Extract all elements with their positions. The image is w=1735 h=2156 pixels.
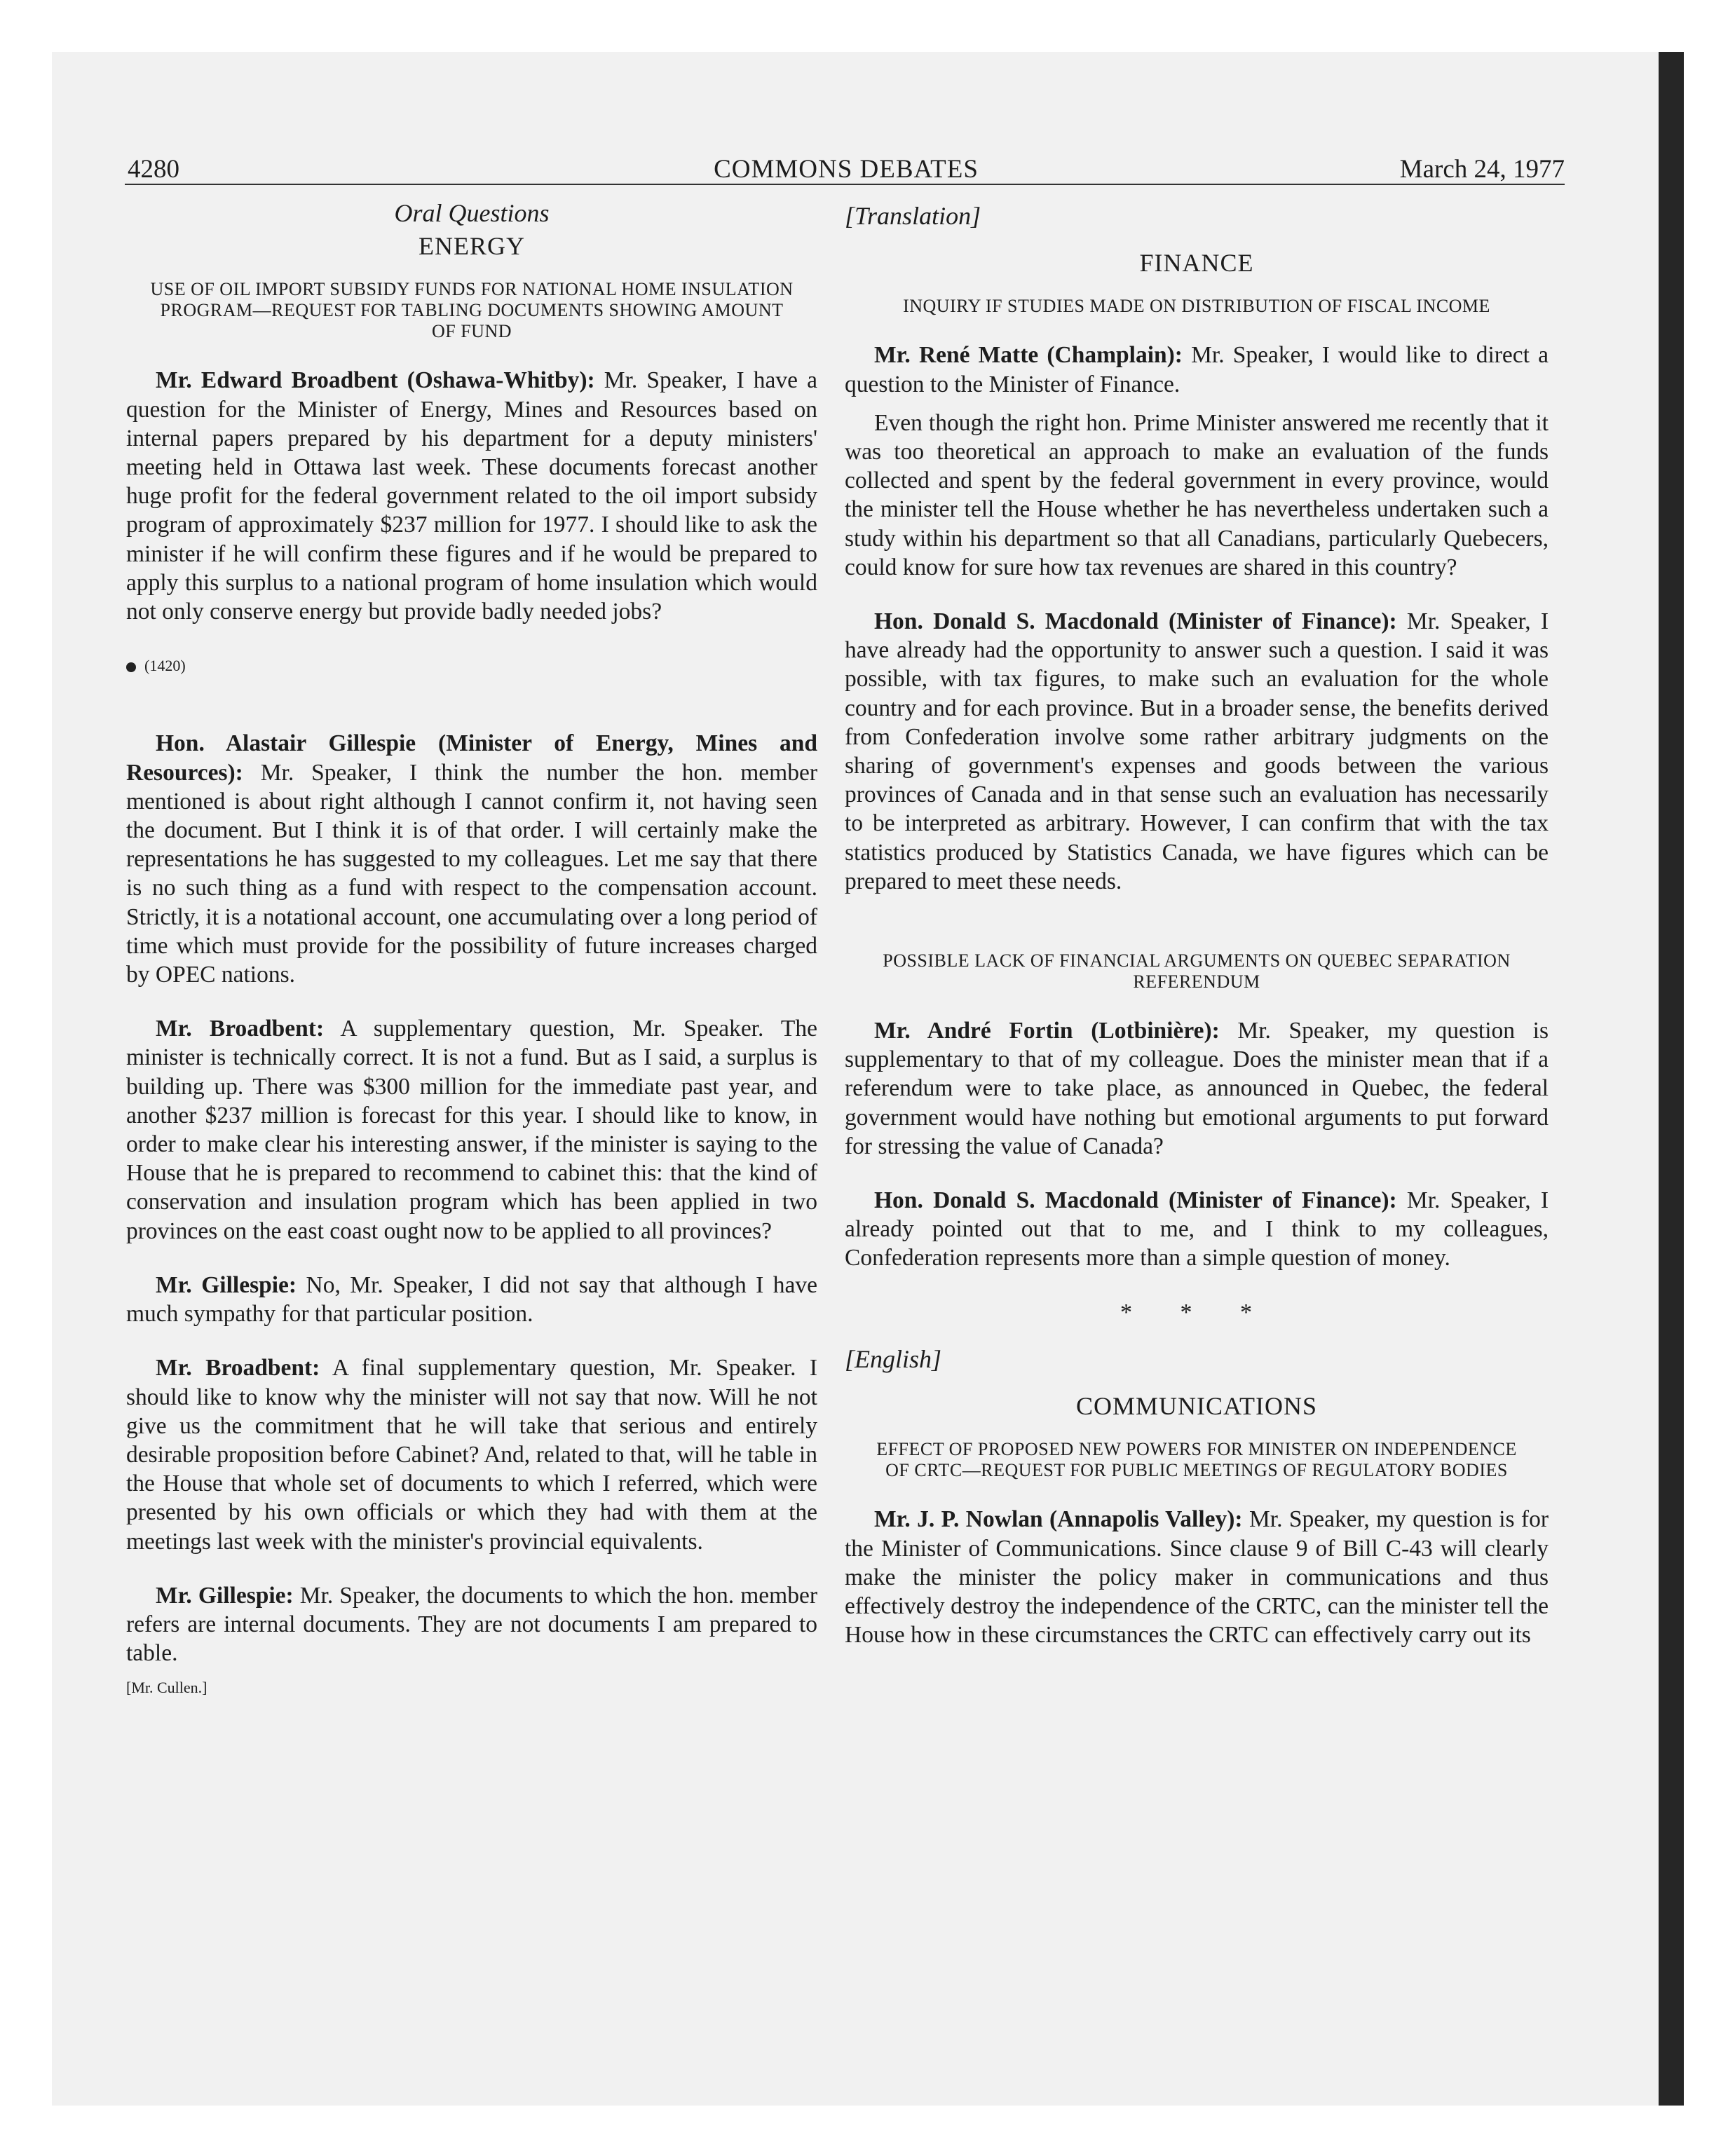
speech-paragraph xyxy=(845,1505,1549,1649)
speaker-name: Mr. Broadbent: xyxy=(156,1355,320,1381)
speaker-name: Hon. Donald S. Macdonald (Minister of Finance): xyxy=(874,608,1397,635)
speech-text: Mr. Speaker, I have a question for the Minister of Energy, Mines and Resources based on internal papers prepared by his department for a deputy ministers' meeting held in Ottawa last week. These documents forecast another huge profit for the federal government related to the oil import subsidy program of approximately $237 million for 1977. I should like to ask the minister if he will confirm these figures and if he would be prepared to apply this surplus to a national program of home insulation which would not only conserve energy but provide badly needed jobs? xyxy=(126,367,817,625)
speech-text: Even though the right hon. Prime Minister answered me recently that it was too theoretical an approach to make an evaluation of the funds collected and spent by the federal government in every province, would the minister tell the House whether he has nevertheless undertaken such a study within his department so that all Canadians, particularly Quebecers, could know for sure how tax revenues are shared in this country? xyxy=(845,409,1549,580)
subject-heading: USE OF OIL IMPORT SUBSIDY FUNDS FOR NATIONAL HOME INSULATION PROGRAM—REQUEST FOR TABLING DOCUMENTS SHOWING AMOUNT OF FUND xyxy=(150,279,794,342)
subject-heading: EFFECT OF PROPOSED NEW POWERS FOR MINISTER ON INDEPENDENCE OF CRTC—REQUEST FOR PUBLIC MEETINGS OF REGULATORY BODIES xyxy=(876,1439,1517,1481)
speech-text: Mr. Speaker, my question is supplementary to that of my colleague. Does the minister mean that if a referendum were to take place, as announced in Quebec, the federal government would have nothing but emotional arguments to put forward for stressing the value of Canada? xyxy=(845,1018,1549,1159)
publication-date: March 24, 1977 xyxy=(1399,155,1565,184)
time-marker xyxy=(126,651,817,680)
speaker-name: Mr. J. P. Nowlan (Annapolis Valley): xyxy=(874,1506,1243,1533)
page-number: 4280 xyxy=(128,155,179,184)
section-heading-finance: FINANCE xyxy=(1139,249,1254,278)
bullet-icon xyxy=(126,662,136,672)
speech-paragraph xyxy=(845,341,1549,398)
speech-text: A supplementary question, Mr. Speaker. The minister is technically correct. It is not a fund. But as I said, a surplus is building up. There was $300 million for the immediate past year, and another $237 million is forecast for this year. I should like to know, in order to make clear his interesting answer, if the minister is saying to the House that he is prepared to recommend to cabinet this: that the kind of conservation and insulation program which has been applied in two provinces on the east coast ought now to be applied to all provinces? xyxy=(126,1016,817,1244)
time-marker-text: (1420) xyxy=(144,657,186,675)
speaker-name: Mr. André Fortin (Lotbinière): xyxy=(874,1018,1220,1044)
section-heading-communications: COMMUNICATIONS xyxy=(1075,1392,1318,1421)
translation-tag: [Translation] xyxy=(845,202,981,230)
speech-text: Mr. Speaker, my question is for the Minister of Communications. Since clause 9 of Bill C-43 will clearly make the minister the policy maker in communications and thus effectively destroy the independence of the CRTC, can the minister tell the House how in these circumstances the CRTC can effectively carry out its xyxy=(845,1506,1549,1649)
speech-paragraph xyxy=(126,1014,817,1246)
speech-paragraph xyxy=(845,607,1549,896)
speech-text: Mr. Speaker, I have already had the opportunity to answer such a question. I said it was possible, with tax figures, to make such an evaluation for the whole country and for each province. But in a broader sense, the benefits derived from Confederation involve some rather arbitrary judgments on the sharing of government's expenses and goods between the various provinces of Canada and in that sense such an evaluation has necessarily to be interpreted as arbitrary. However, I can confirm that with the tax statistics produced by Statistics Canada, we have figures which can be prepared to meet these needs. xyxy=(845,608,1549,894)
publication-title: COMMONS DEBATES xyxy=(714,155,979,184)
page-edge-shadow xyxy=(1659,52,1684,2106)
speaker-name: Mr. Broadbent: xyxy=(156,1016,325,1042)
rubric: Oral Questions xyxy=(394,199,550,227)
speaker-name: Hon. Donald S. Macdonald (Minister of Finance): xyxy=(874,1187,1397,1214)
subject-heading: POSSIBLE LACK OF FINANCIAL ARGUMENTS ON QUEBEC SEPARATION REFERENDUM xyxy=(883,950,1511,992)
speaker-name: Hon. Alastair Gillespie (Minister of Energy, Mines and Resources): xyxy=(126,730,817,786)
speech-text: Mr. Speaker, I think the number the hon. member mentioned is about right although I cannot confirm it, not having seen the document. But I think it is of that order. I will certainly make the representations he has suggested to my colleagues. Let me say that there is no such thing as a fund with respect to the compensation account. Strictly, it is a notational account, one accumulating over a long period of time which must provide for the possibility of future increases charged by OPEC nations. xyxy=(126,759,817,988)
speech-paragraph xyxy=(845,1186,1549,1273)
section-separator: * * * xyxy=(1120,1299,1273,1325)
speech-paragraph xyxy=(126,1271,817,1328)
header-rule xyxy=(125,184,1565,185)
section-heading-energy: ENERGY xyxy=(419,232,525,261)
speech-text: No, Mr. Speaker, I did not say that although I have much sympathy for that particular position. xyxy=(126,1271,817,1328)
speech-text: Mr. Speaker, the documents to which the hon. member refers are internal documents. They are not documents I am prepared to table. xyxy=(126,1582,817,1667)
speaker-name: Mr. Edward Broadbent (Oshawa-Whitby): xyxy=(156,367,595,394)
speech-paragraph xyxy=(126,366,817,626)
speech-paragraph xyxy=(845,1016,1549,1161)
speech-paragraph xyxy=(126,1353,817,1555)
speaker-name: Mr. Gillespie: xyxy=(156,1582,294,1609)
right-column xyxy=(845,196,1549,1674)
speech-paragraph xyxy=(126,729,817,989)
footer-note: [Mr. Cullen.] xyxy=(126,1679,207,1697)
speech-text: Mr. Speaker, I already pointed out that to me, and I think to my colleagues, Confederation represents more than a simple question of money. xyxy=(845,1187,1549,1271)
speech-text: A final supplementary question, Mr. Speaker. I should like to know why the minister will not say that now. Will he not give us the commitment that he will take that serious and entirely desirable proposition before Cabinet? And, related to that, will he table in the House that whole set of documents to which I referred, which were presented by his own officials or which they had with them at the meetings last week with the minister's provincial equivalents. xyxy=(126,1355,817,1555)
speaker-name: Mr. René Matte (Champlain): xyxy=(874,342,1183,369)
english-tag: [English] xyxy=(845,1344,942,1373)
speech-paragraph xyxy=(126,1581,817,1668)
speaker-name: Mr. Gillespie: xyxy=(156,1271,297,1298)
left-column xyxy=(126,196,817,1703)
speech-text: Mr. Speaker, I would like to direct a question to the Minister of Finance. xyxy=(845,342,1549,397)
speech-paragraph xyxy=(845,409,1549,582)
subject-heading: INQUIRY IF STUDIES MADE ON DISTRIBUTION OF FISCAL INCOME xyxy=(903,296,1490,317)
